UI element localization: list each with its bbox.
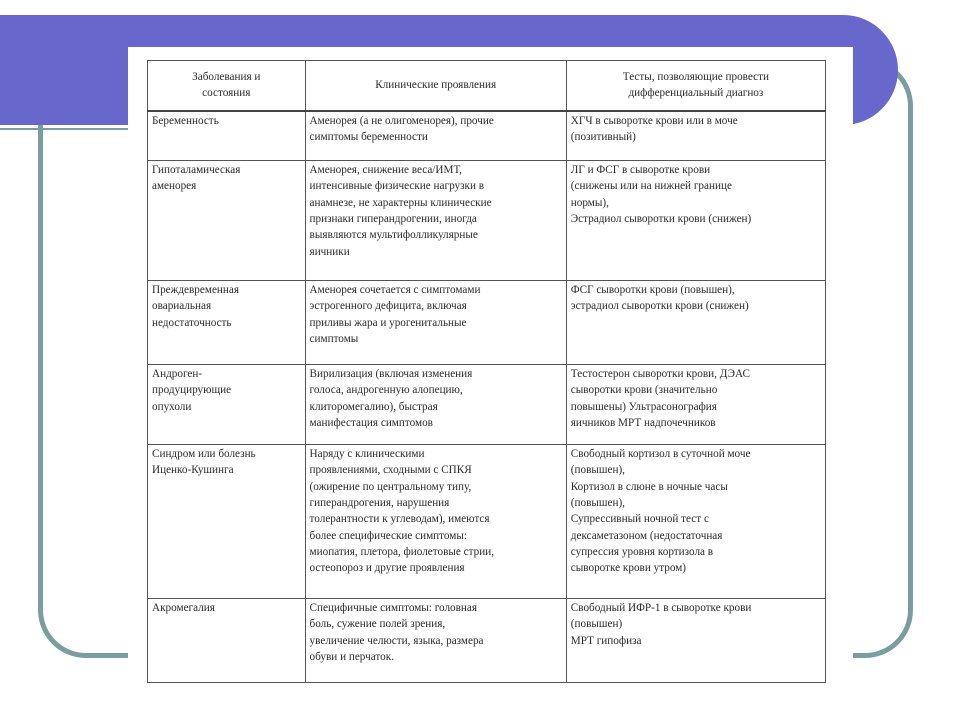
- cell-condition: Гипоталамическая аменорея: [148, 161, 306, 281]
- cell-tests: Свободный кортизол в суточной моче (повышен), Кортизол в слюне в ночные часы (повышен), Супрессивный ночной тест с дексаметазоном (недостаточная супрессия уровня кортизола в сыворотке крови утром): [566, 445, 825, 599]
- table-row: [148, 445, 826, 599]
- table-row: [148, 281, 826, 365]
- cell-clinical: Аменорея, снижение веса/ИМТ, интенсивные физические нагрузки в анамнезе, не характерны клинические признаки гиперандрогении, иногда выявляются мультифолликулярные яичники: [305, 161, 566, 281]
- cell-condition: Преждевременная овариальная недостаточность: [148, 281, 306, 365]
- cell-tests: ФСГ сыворотки крови (повышен), эстрадиол сыворотки крови (снижен): [566, 281, 825, 365]
- cell-tests: ХГЧ в сыворотке крови или в моче (позитивный): [566, 111, 825, 161]
- header-tests: Тесты, позволяющие провести дифференциальный диагноз: [566, 61, 825, 111]
- header-clinical: Клинические проявления: [305, 61, 566, 111]
- cell-condition: Акромегалия: [148, 599, 306, 683]
- differential-diagnosis-table: [147, 60, 826, 683]
- cell-clinical: Вирилизация (включая изменения голоса, андрогенную алопецию, клиторомегалию), быстрая манифестация симптомов: [305, 365, 566, 445]
- table-header-row: [148, 61, 826, 111]
- cell-tests: Свободный ИФР-1 в сыворотке крови (повышен) МРТ гипофиза: [566, 599, 825, 683]
- table-row: [148, 111, 826, 161]
- cell-condition: Беременность: [148, 111, 306, 161]
- cell-clinical: Аменорея сочетается с симптомами эстрогенного дефицита, включая приливы жара и урогенитальные симптомы: [305, 281, 566, 365]
- cell-clinical: Аменорея (а не олигоменорея), прочие симптомы беременности: [305, 111, 566, 161]
- cell-condition: Синдром или болезнь Иценко-Кушинга: [148, 445, 306, 599]
- table-row: [148, 161, 826, 281]
- table-row: [148, 599, 826, 683]
- cell-clinical: Специфичные симптомы: головная боль, сужение полей зрения, увеличение челюсти, языка, размера обуви и перчаток.: [305, 599, 566, 683]
- table-row: [148, 365, 826, 445]
- cell-tests: Тестостерон сыворотки крови, ДЭАС сыворотки крови (значительно повышены) Ультрасонография яичников МРТ надпочечников: [566, 365, 825, 445]
- cell-tests: ЛГ и ФСГ в сыворотке крови (снижены или на нижней границе нормы), Эстрадиол сыворотки крови (снижен): [566, 161, 825, 281]
- cell-condition: Андроген- продуцирующие опухоли: [148, 365, 306, 445]
- header-conditions: Заболевания и состояния: [148, 61, 306, 111]
- cell-clinical: Наряду с клиническими проявлениями, сходными с СПКЯ (ожирение по центральному типу, гиперандрогения, нарушения толерантности к углеводам), имеются более специфические симптомы: миопатия, плетора, фиолетовые стрии, остеопороз и другие проявления: [305, 445, 566, 599]
